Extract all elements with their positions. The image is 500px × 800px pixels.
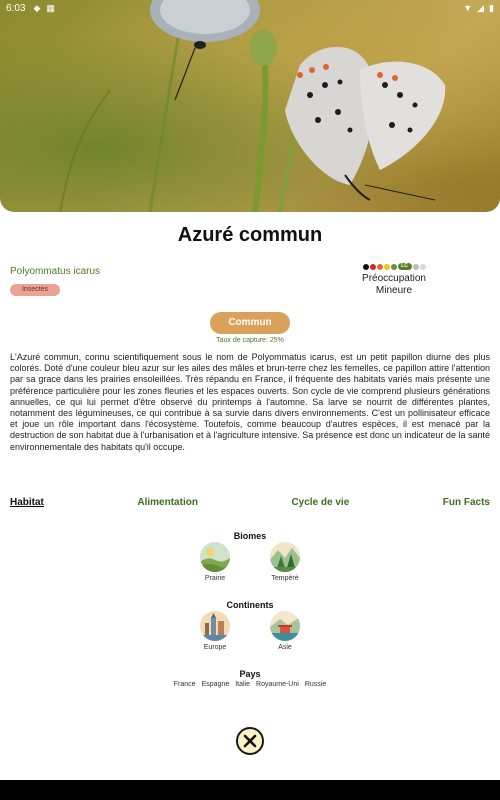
tab-fun-facts[interactable]: Fun Facts [442,497,490,508]
conservation-status [358,263,430,297]
close-icon [242,733,258,749]
shield-icon: ◆ [33,2,41,13]
species-common-name: Azuré commun [177,224,323,246]
asia-icon [270,611,300,641]
biome-label: Prairie [204,575,226,582]
battery-icon: ▮ [489,2,494,13]
continents-title: Continents [226,600,274,610]
notification-icon: ▦ [46,2,55,13]
biome-item [270,542,300,582]
conservation-label-line1: Préoccupation [362,273,426,284]
country-item: Royaume-Uni [256,681,299,688]
conservation-current-badge: LC [398,263,412,270]
info-tabs [10,497,490,511]
category-tag[interactable]: Insectes [10,284,60,296]
country-item: Russie [304,681,327,688]
continent-label: Europe [203,644,227,651]
countries-list [0,681,500,688]
tab-alimentation[interactable]: Alimentation [137,497,198,508]
country-item: Italie [235,681,251,688]
tab-cycle-de-vie[interactable]: Cycle de vie [291,497,350,508]
conservation-scale-dot [384,264,390,270]
conservation-scale-dot [413,264,419,270]
conservation-scale-dot [377,264,383,270]
countries-title: Pays [239,669,261,679]
close-button[interactable] [236,727,264,755]
status-bar [0,0,500,16]
status-time: 6:03 [6,2,26,14]
navigation-bar [0,780,500,800]
conservation-scale-dot [420,264,426,270]
continent-item [270,611,300,651]
signal-icon: ◢ [477,2,485,13]
conservation-scale [358,263,430,270]
wifi-icon: ▼ [463,2,473,13]
continent-item [200,611,230,651]
europe-icon [200,611,230,641]
species-photo [0,0,500,212]
prairie-icon [200,542,230,572]
biome-label: Tempéré [271,575,299,582]
conservation-scale-dot [363,264,369,270]
country-item: Espagne [201,681,230,688]
conservation-scale-dot [391,264,397,270]
continent-label: Asie [278,644,292,651]
conservation-scale-dot [370,264,376,270]
continents-list [0,611,500,651]
biomes-title: Biomes [233,531,267,541]
country-item: France [173,681,196,688]
biome-item [200,542,230,582]
species-description: L'Azuré commun, connu scientifiquement sous le nom de Polyommatus icarus, est un petit papillon diurne des plus colorés. Doté d'une couleur bleu azur sur les ailes des mâles et brun-terre chez les femelles, ce papillon attire l'attention par sa grace dans les prairies ensoleillées. Très répandu en France, il fréquente des habitats variés mais présente une préférence particulière pour les zones fleuries et les espaces ouverts. Son cycle de vie comprend plusieurs générations annuelles, ce qui lui permet d'être observé du printemps à l'automne. Sa larve se nourrit de différentes plantes, notamment des légumineuses, ce qui contribue à sa survie dans divers environnements. C'est un pollinisateur efficace et joue un rôle important dans l'écosystème. Toutefois, comme beaucoup d'autres espèces, il est menacé par la destruction de son habitat due à l'urbanisation et à l'agriculture intensive. Sa présence est donc un indicateur de la santé environnementale des habitats qu'il occupe. [10,352,490,452]
conservation-label [358,273,430,297]
rarity-button[interactable]: Commun [210,312,290,334]
conservation-label-line2: Mineure [375,285,413,296]
butterfly-illustration [0,0,500,212]
biomes-list [0,542,500,582]
species-scientific-name: Polyommatus icarus [10,266,101,277]
temperate-forest-icon [270,542,300,572]
tab-habitat[interactable]: Habitat [10,497,44,508]
capture-rate: Taux de capture: 25% [216,337,284,344]
